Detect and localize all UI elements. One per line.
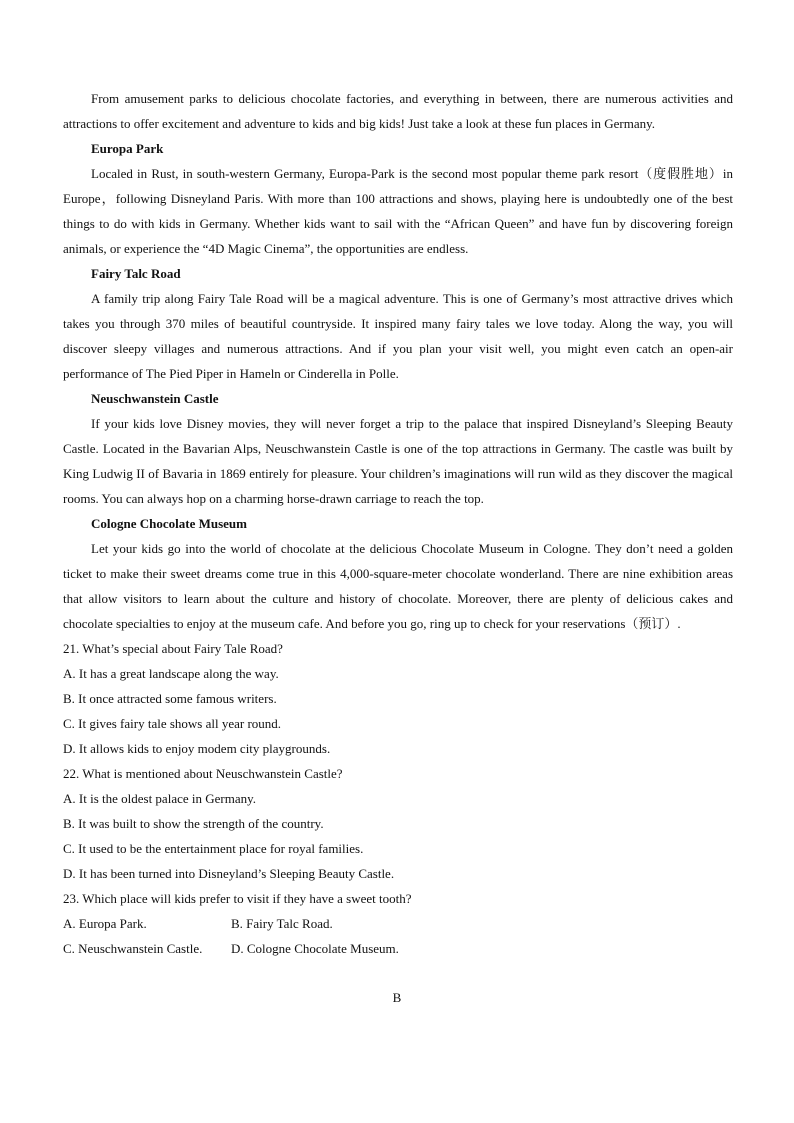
- question-23-options-row-1: [63, 911, 733, 936]
- question-21-option-d: D. It allows kids to enjoy modem city playgrounds.: [63, 741, 331, 756]
- question-23-option-b: B. Fairy Talc Road.: [231, 916, 333, 931]
- document-page: [63, 86, 733, 961]
- section-body-europa-park: Localed in Rust, in south-western Germany, Europa-Park is the second most popular theme park resort（度假胜地）in Europe，following Disneyland Paris. With more than 100 attractions and shows, playing here is undoubtedly one of the best things to do with kids in Germany. Whether kids want to sail with the “African Queen” and have fun by discovering foreign animals, or experience the “4D Magic Cinema”, the opportunities are endless.: [63, 166, 733, 256]
- section-heading-chocolate-museum: Cologne Chocolate Museum: [91, 516, 247, 531]
- question-21-stem: 21. What’s special about Fairy Tale Road?: [63, 641, 283, 656]
- question-23-stem: 23. Which place will kids prefer to visit if they have a sweet tooth?: [63, 891, 412, 906]
- section-body-chocolate-museum: Let your kids go into the world of chocolate at the delicious Chocolate Museum in Cologne. They don’t need a golden ticket to make their sweet dreams come true in this 4,000-square-meter chocolate wonderland. There are nine exhibition areas that allow visitors to learn about the culture and history of chocolate. Moreover, there are plenty of delicious cakes and chocolate specialties to enjoy at the museum cafe. And before you go, ring up to check for your reservations（预订）.: [63, 541, 733, 631]
- question-22-option-d: D. It has been turned into Disneyland’s Sleeping Beauty Castle.: [63, 866, 395, 881]
- section-heading-fairy-tale-road: Fairy Talc Road: [91, 266, 181, 281]
- question-22-stem: 22. What is mentioned about Neuschwanstein Castle?: [63, 766, 343, 781]
- section-body-neuschwanstein: If your kids love Disney movies, they will never forget a trip to the palace that inspired Disneyland’s Sleeping Beauty Castle. Located in the Bavarian Alps, Neuschwanstein Castle is one of the top attractions in Germany. The castle was built by King Ludwig II of Bavaria in 1869 entirely for pleasure. Your children’s imaginations will run wild as they discover the magical rooms. You can always hop on a charming horse-drawn carriage to reach the top.: [63, 416, 733, 506]
- question-22-option-c: C. It used to be the entertainment place for royal families.: [63, 841, 364, 856]
- question-23-options-row-2: [63, 936, 733, 961]
- section-heading-neuschwanstein: Neuschwanstein Castle: [91, 391, 219, 406]
- question-21-option-b: B. It once attracted some famous writers.: [63, 691, 277, 706]
- question-23-option-d: D. Cologne Chocolate Museum.: [231, 941, 399, 956]
- question-23-option-a: A. Europa Park.: [63, 916, 147, 931]
- question-23-option-c: C. Neuschwanstein Castle.: [63, 941, 203, 956]
- section-body-fairy-tale-road: A family trip along Fairy Tale Road will be a magical adventure. This is one of Germany’s most attractive drives which takes you through 370 miles of beautiful countryside. It inspired many fairy tales we love today. Along the way, you will discover sleepy villages and numerous attractions. And if you plan your visit well, you might even catch an open-air performance of The Pied Piper in Hameln or Cinderella in Polle.: [63, 291, 733, 381]
- question-22-option-a: A. It is the oldest palace in Germany.: [63, 791, 257, 806]
- question-22-option-b: B. It was built to show the strength of the country.: [63, 816, 324, 831]
- intro-paragraph: From amusement parks to delicious chocolate factories, and everything in between, there are numerous activities and attractions to offer excitement and adventure to kids and big kids! Just take a look at these fun places in Germany.: [63, 91, 733, 131]
- question-21-option-a: A. It has a great landscape along the way.: [63, 666, 279, 681]
- question-21-option-c: C. It gives fairy tale shows all year round.: [63, 716, 282, 731]
- section-heading-europa-park: Europa Park: [91, 141, 164, 156]
- next-section-letter: B: [392, 990, 402, 1005]
